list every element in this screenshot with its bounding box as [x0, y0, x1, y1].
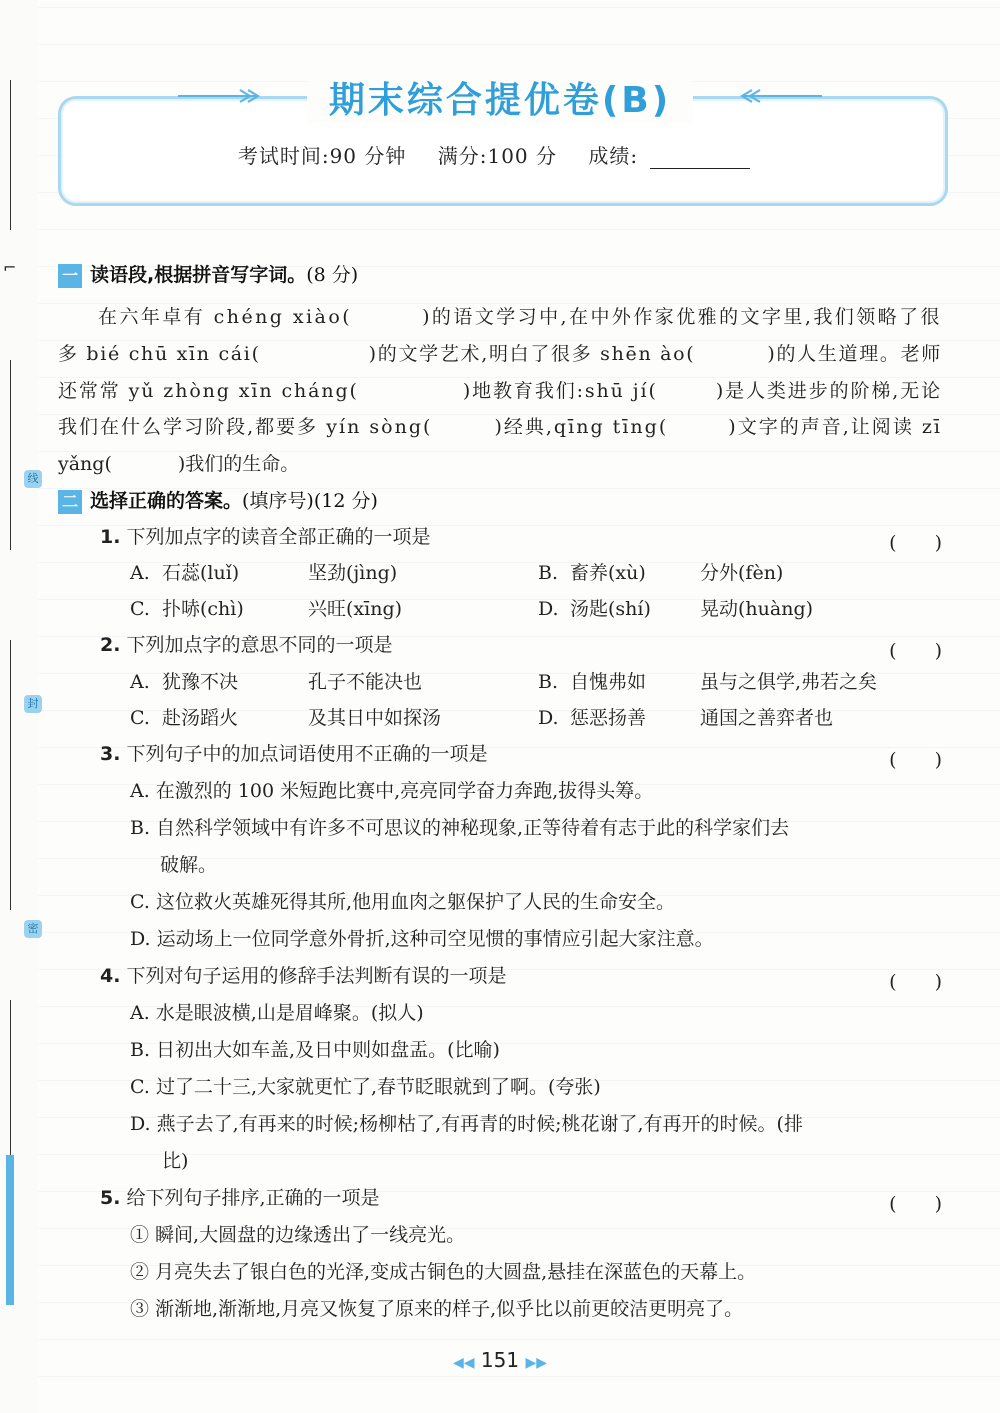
passage-text: )的语文学习中,在中外作家优雅的文字里,我们领略了很	[422, 306, 942, 328]
question-2	[100, 636, 393, 655]
q1-option-b-label: B.	[538, 562, 559, 584]
q3-option-b: B. 自然科学领域中有许多不可思议的神秘现象,正等待着有志于此的科学家们去	[130, 817, 790, 839]
q1-option-d-1: 汤匙(shí)	[570, 598, 651, 620]
score-field	[588, 144, 762, 168]
passage-line-1	[98, 302, 942, 329]
q4-option-d-cont: 比)	[162, 1150, 189, 1172]
q2-option-a-1: 犹豫不决	[162, 671, 239, 693]
question-stem: 下列对句子运用的修辞手法判断有误的一项是	[126, 965, 507, 987]
passage-text: 还常常 yǔ zhòng xīn cháng(	[58, 380, 359, 402]
question-number: 4.	[100, 965, 121, 987]
q1-option-c-label: C.	[130, 598, 150, 620]
binding-mark-line: 线	[24, 470, 42, 488]
passage-text: 我们在什么学习阶段,都要多 yín sòng(	[58, 416, 433, 438]
q1-option-b-1: 畜养(xù)	[570, 562, 646, 584]
question-4	[100, 967, 507, 986]
title-wrap	[0, 72, 1000, 123]
q4-option-d: D. 燕子去了,有再来的时候;杨柳枯了,有再青的时候;桃花谢了,有再开的时候。(排	[130, 1113, 803, 1135]
q1-option-a-1: 石蕊(luǐ)	[162, 562, 240, 584]
q1-option-c-2: 兴旺(xīng)	[308, 598, 403, 620]
binding-line	[10, 640, 11, 910]
section-1-title: 读语段,根据拼音写字词。	[90, 264, 307, 286]
passage-line-2	[58, 339, 942, 366]
section-2-title: 选择正确的答案。	[90, 490, 243, 512]
passage-text: 在六年卓有 chéng xiào(	[98, 306, 353, 328]
section-2-heading	[58, 486, 378, 514]
q1-option-b-2: 分外(fèn)	[700, 562, 784, 584]
passage-line-5	[58, 449, 942, 476]
q2-option-c-1: 赴汤蹈火	[162, 707, 239, 729]
section-1-points: (8 分)	[306, 264, 359, 286]
passage-text: yǎng(	[58, 453, 112, 475]
answer-paren[interactable]: ( )	[889, 1193, 942, 1215]
q2-option-c-label: C.	[130, 707, 150, 729]
question-3	[100, 745, 488, 764]
q3-option-d: D. 运动场上一位同学意外骨折,这种司空见惯的事情应引起大家注意。	[130, 928, 714, 950]
q1-option-a-label: A.	[130, 562, 150, 584]
exam-time: 考试时间:90 分钟	[237, 144, 407, 168]
passage-text: )地教育我们:shū jí(	[462, 380, 658, 402]
q4-option-c: C. 过了二十三,大家就更忙了,春节眨眼就到了啊。(夸张)	[130, 1076, 601, 1098]
page-number: 151	[480, 1348, 520, 1372]
answer-paren[interactable]: ( )	[889, 532, 942, 554]
binding-line	[10, 360, 11, 550]
passage-text: 多 bié chū xīn cái(	[58, 343, 261, 365]
q3-option-a: A. 在激烈的 100 米短跑比赛中,亮亮同学奋力奔跑,拔得头筹。	[130, 780, 654, 802]
score-blank[interactable]	[650, 146, 750, 169]
question-stem: 下列加点字的意思不同的一项是	[126, 634, 393, 656]
q2-option-a-2: 孔子不能决也	[308, 671, 423, 693]
q5-sentence-2: ② 月亮失去了银白色的光泽,变成古铜色的大圆盘,悬挂在深蓝色的天幕上。	[130, 1261, 757, 1283]
answer-paren[interactable]: ( )	[889, 640, 942, 662]
question-stem: 给下列句子排序,正确的一项是	[126, 1187, 380, 1209]
q2-option-b-1: 自愧弗如	[570, 671, 647, 693]
section-1-heading	[58, 260, 358, 288]
q2-option-d-2: 通国之善弈者也	[700, 707, 834, 729]
passage-line-3	[58, 376, 942, 403]
q2-option-b-label: B.	[538, 671, 559, 693]
question-1	[100, 528, 431, 547]
binding-mark-seal: 封	[24, 695, 42, 713]
q1-option-a-2: 坚劲(jìng)	[308, 562, 398, 584]
q2-option-d-1: 惩恶扬善	[570, 707, 647, 729]
passage-text: )的文学艺术,明白了很多 shēn ào(	[368, 343, 696, 365]
q1-option-d-label: D.	[538, 598, 559, 620]
prev-arrow-icon: ◀◀	[453, 1355, 475, 1371]
binding-mark-secret: 密	[24, 920, 42, 938]
q1-option-d-2: 晃动(huàng)	[700, 598, 814, 620]
page-footer	[0, 1348, 1000, 1372]
q3-option-b-cont: 破解。	[160, 854, 218, 876]
question-number: 3.	[100, 743, 121, 765]
binding-tick: ⌐	[3, 258, 17, 277]
q2-option-d-label: D.	[538, 707, 559, 729]
passage-text: )是人类进步的阶梯,无论	[715, 380, 942, 402]
q5-sentence-1: ① 瞬间,大圆盘的边缘透出了一线亮光。	[130, 1224, 466, 1246]
exam-info	[0, 140, 1000, 169]
section-2-points: (填序号)(12 分)	[242, 490, 378, 512]
question-number: 2.	[100, 634, 121, 656]
question-stem: 下列加点字的读音全部正确的一项是	[126, 526, 431, 548]
q2-option-c-2: 及其日中如探汤	[308, 707, 442, 729]
question-5	[100, 1189, 380, 1208]
binding-margin	[0, 0, 38, 1413]
passage-text: )文字的声音,让阅读 zī	[728, 416, 942, 438]
question-number: 1.	[100, 526, 121, 548]
q3-option-c: C. 这位救火英雄死得其所,他用血肉之躯保护了人民的生命安全。	[130, 891, 675, 913]
question-number: 5.	[100, 1187, 121, 1209]
q4-option-b: B. 日初出大如车盖,及日中则如盘盂。(比喻)	[130, 1039, 500, 1061]
answer-paren[interactable]: ( )	[889, 749, 942, 771]
score-label: 成绩:	[588, 144, 639, 168]
section-2-badge: 二	[58, 490, 82, 514]
answer-paren[interactable]: ( )	[889, 971, 942, 993]
section-1-badge: 一	[58, 264, 82, 288]
passage-line-4	[58, 412, 942, 439]
q2-option-a-label: A.	[130, 671, 150, 693]
passage-text: )我们的生命。	[177, 453, 300, 475]
binding-color-bar	[6, 1155, 14, 1305]
q4-option-a: A. 水是眼波横,山是眉峰聚。(拟人)	[130, 1002, 424, 1024]
full-score: 满分:100 分	[437, 144, 558, 168]
next-arrow-icon: ▶▶	[525, 1355, 547, 1371]
passage-text: )的人生道理。老师	[767, 343, 942, 365]
page-title: 期末综合提优卷(B)	[307, 72, 693, 123]
passage-text: )经典,qīng tīng(	[494, 416, 669, 438]
q1-option-c-1: 扑哧(chì)	[162, 598, 244, 620]
question-stem: 下列句子中的加点词语使用不正确的一项是	[126, 743, 488, 765]
q5-sentence-3: ③ 渐渐地,渐渐地,月亮又恢复了原来的样子,似乎比以前更皎洁更明亮了。	[130, 1298, 744, 1320]
q2-option-b-2: 虽与之俱学,弗若之矣	[700, 671, 878, 693]
